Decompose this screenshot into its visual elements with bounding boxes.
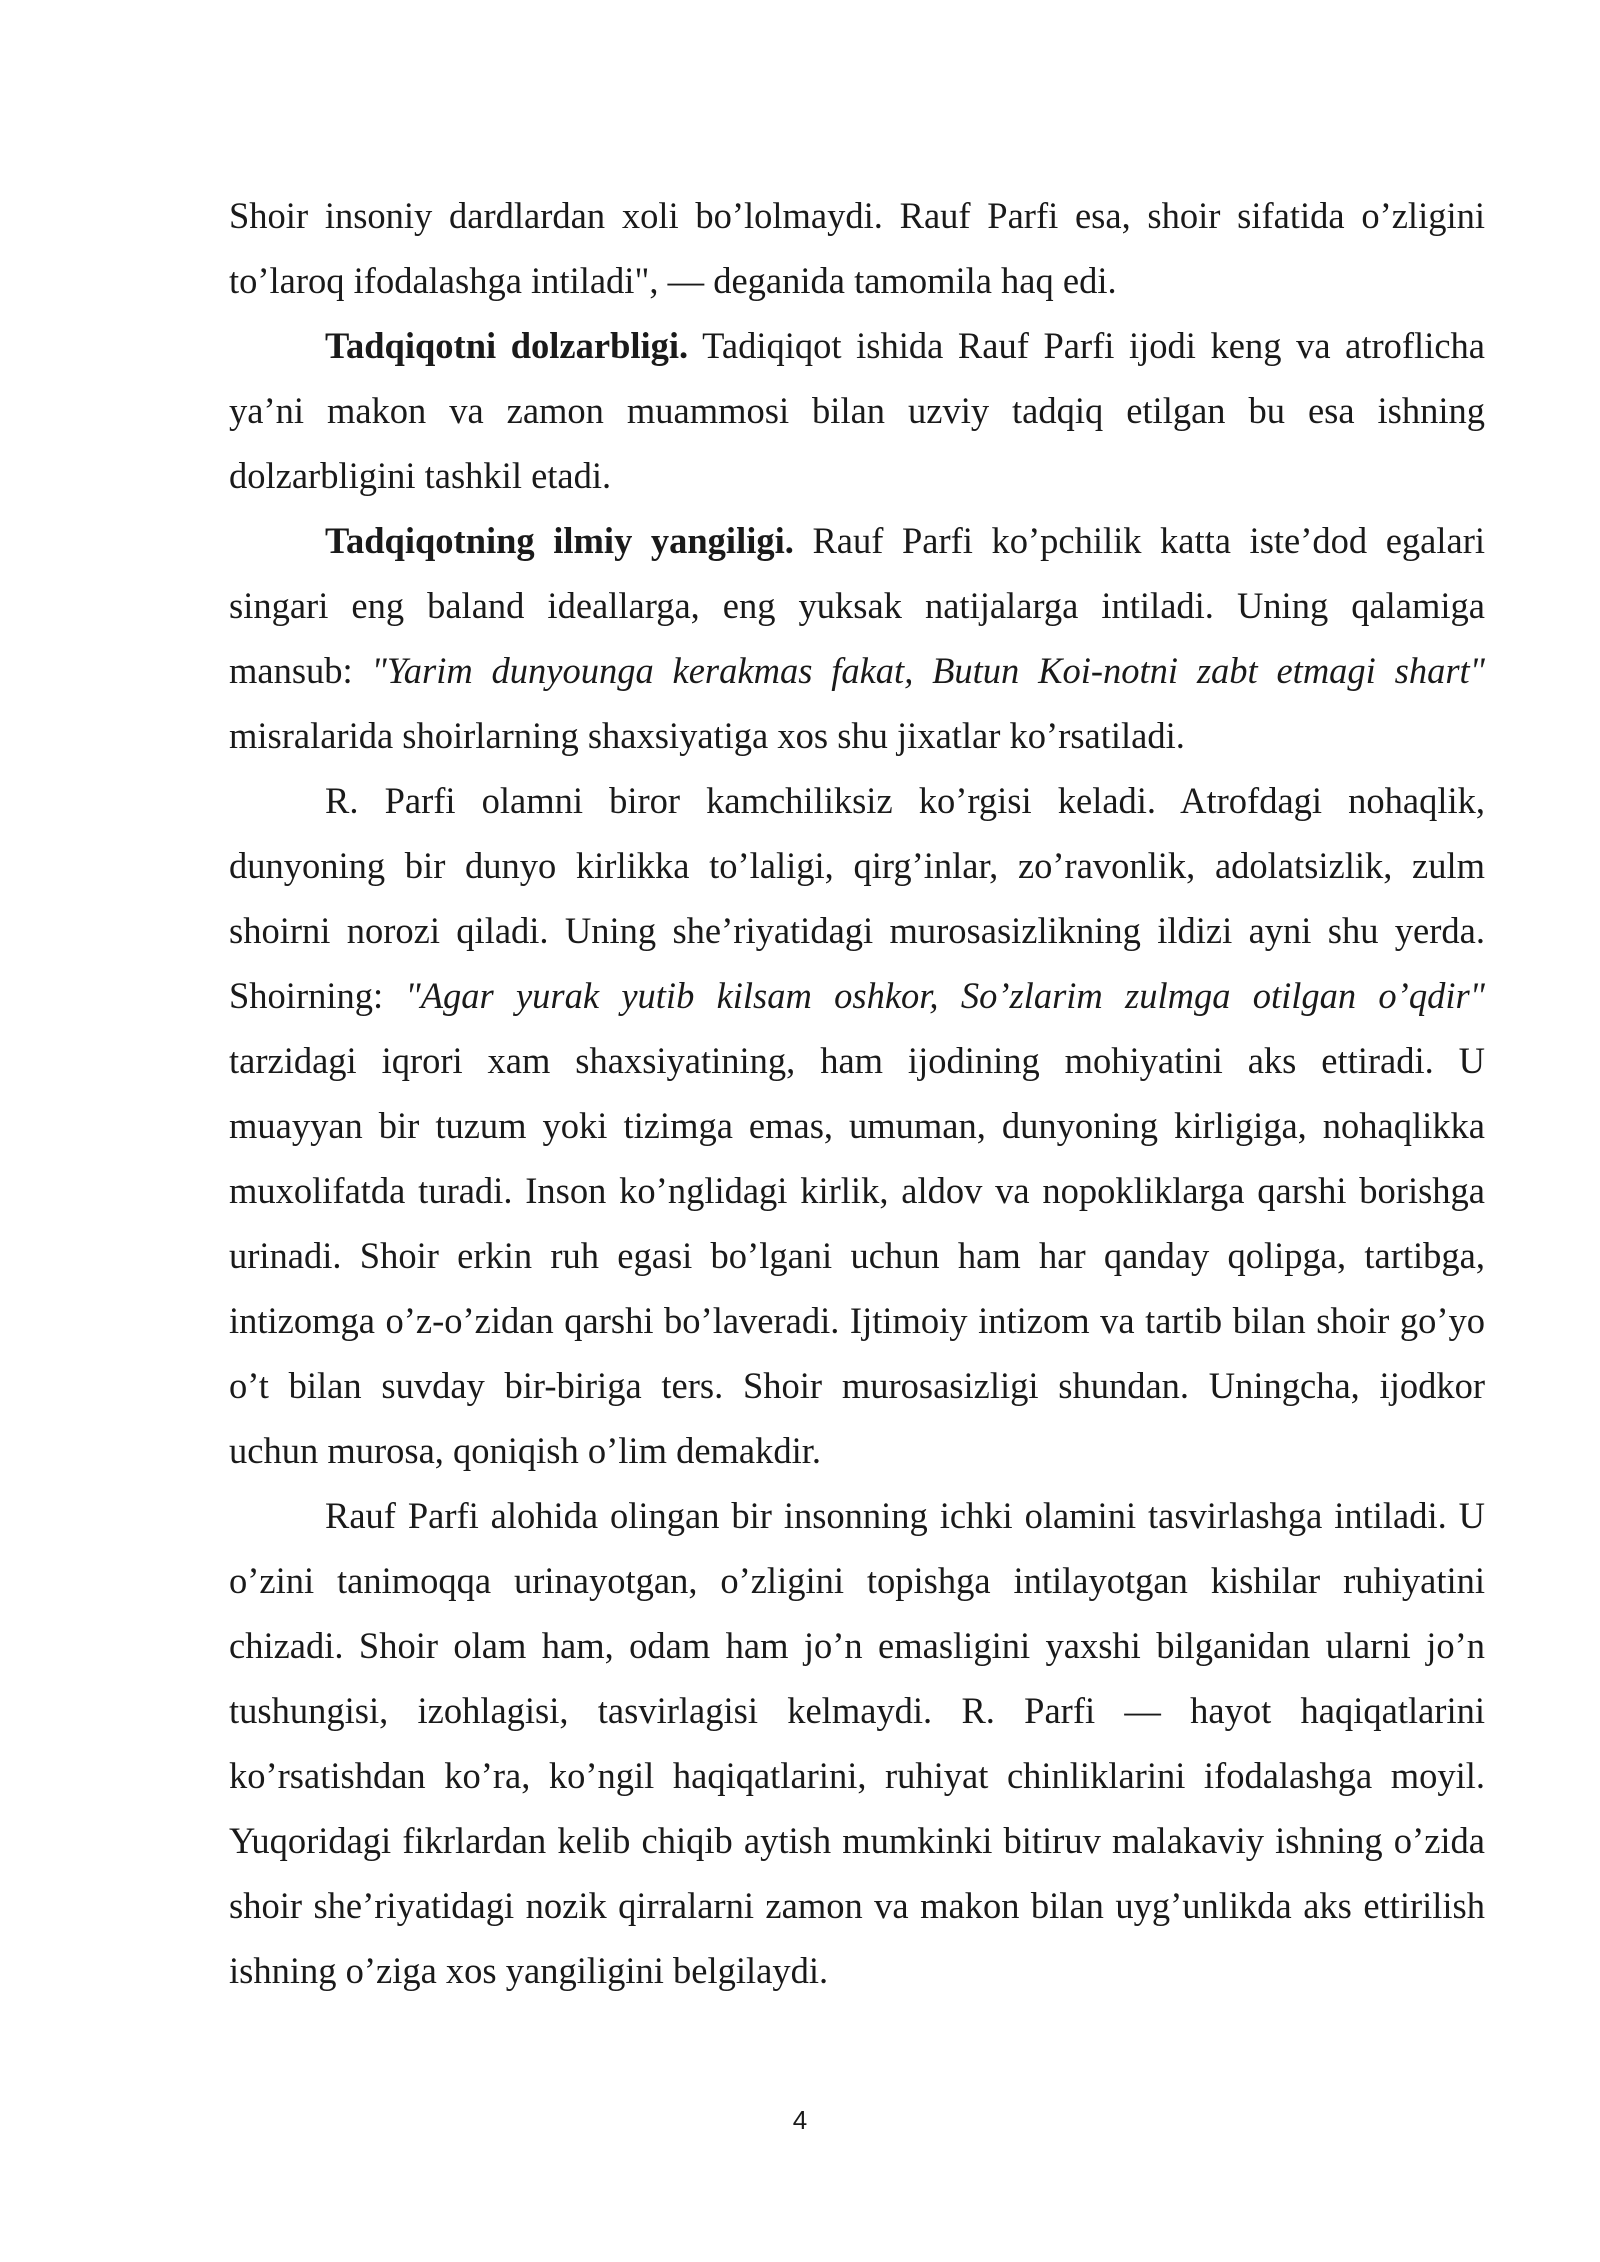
page-number: 4 (792, 2105, 808, 2135)
paragraph-text: Shoir insoniy dardlardan xoli bo’lolmaydi. Rauf Parfi esa, shoir sifatida o’zligini to’laroq ifodalashga intiladi", — deganida tamomila haq edi. (229, 195, 1485, 301)
paragraph-novelty (229, 508, 1485, 768)
paragraph-worldview (229, 768, 1485, 1483)
paragraph-text: R. Parfi olamni biror kamchiliksiz ko’rgisi keladi. Atrofdagi nohaqlik, dunyoning bir dunyo kirlikka to’laligi, qirg’inlar, zo’ravonlik, adolatsizlik, zulm shoirni norozi qiladi. Uning she’riyatidagi murosasizlikning ildizi ayni shu yerda. Shoirning: (229, 780, 1485, 1016)
paragraph-text: Tadiqiqot ishida Rauf Parfi ijodi keng va atroflicha ya’ni makon va zamon muammosi bilan uzviy tadqiq etilgan bu esa ishning dolzarbligini tashkil etadi. (229, 325, 1485, 496)
poem-quote: "Yarim dunyounga kerakmas fakat, Butun Koi-notni zabt etmagi shart" (371, 650, 1485, 691)
section-heading-relevance: Tadqiqotni dolzarbligi. (325, 325, 689, 366)
poem-quote: "Agar yurak yutib kilsam oshkor, So’zlarim zulmga otilgan o’qdir" (405, 975, 1485, 1016)
document-body (229, 183, 1485, 2003)
paragraph-text: Rauf Parfi ko’pchilik katta iste’dod egalari singari eng baland ideallarga, eng yuksak natijalarga intiladi. Uning qalamiga mansub: (229, 520, 1485, 691)
paragraph-relevance (229, 313, 1485, 508)
paragraph-text: tarzidagi iqrori xam shaxsiyatining, ham ijodining mohiyatini aks ettiradi. U muayyan bir tuzum yoki tizimga emas, umuman, dunyoning kirligiga, nohaqlikka muxolifatda turadi. Inson ko’nglidagi kirlik, aldov va nopokliklarga qarshi borishga urinadi. Shoir erkin ruh egasi bo’lgani uchun ham har qanday qolipga, tartibga, intizomga o’z-o’zidan qarshi bo’laveradi. Ijtimoiy intizom va tartib bilan shoir go’yo o’t bilan suvday bir-biriga ters. Shoir murosasizligi shundan. Uningcha, ijodkor uchun murosa, qoniqish o’lim demakdir. (229, 1040, 1485, 1471)
section-heading-novelty: Tadqiqotning ilmiy yangiligi. (325, 520, 794, 561)
paragraph-text: Rauf Parfi alohida olingan bir insonning ichki olamini tasvirlashga intiladi. U o’zini tanimoqqa urinayotgan, o’zligini topishga intilayotgan kishilar ruhiyatini chizadi. Shoir olam ham, odam ham jo’n emasligini yaxshi bilganidan ularni jo’n tushungisi, izohlagisi, tasvirlagisi kelmaydi. R. Parfi — hayot haqiqatlarini ko’rsatishdan ko’ra, ko’ngil haqiqatlarini, ruhiyat chinliklarini ifodalashga moyil. Yuqoridagi fikrlardan kelib chiqib aytish mumkinki bitiruv malakaviy ishning o’zida shoir she’riyatidagi nozik qirralarni zamon va makon bilan uyg’unlikda aks ettirilish ishning o’ziga xos yangiligini belgilaydi. (229, 1495, 1485, 1991)
paragraph-text: misralarida shoirlarning shaxsiyatiga xos shu jixatlar ko’rsatiladi. (229, 715, 1185, 756)
paragraph-intro-continuation (229, 183, 1485, 313)
paragraph-inner-world (229, 1483, 1485, 2003)
